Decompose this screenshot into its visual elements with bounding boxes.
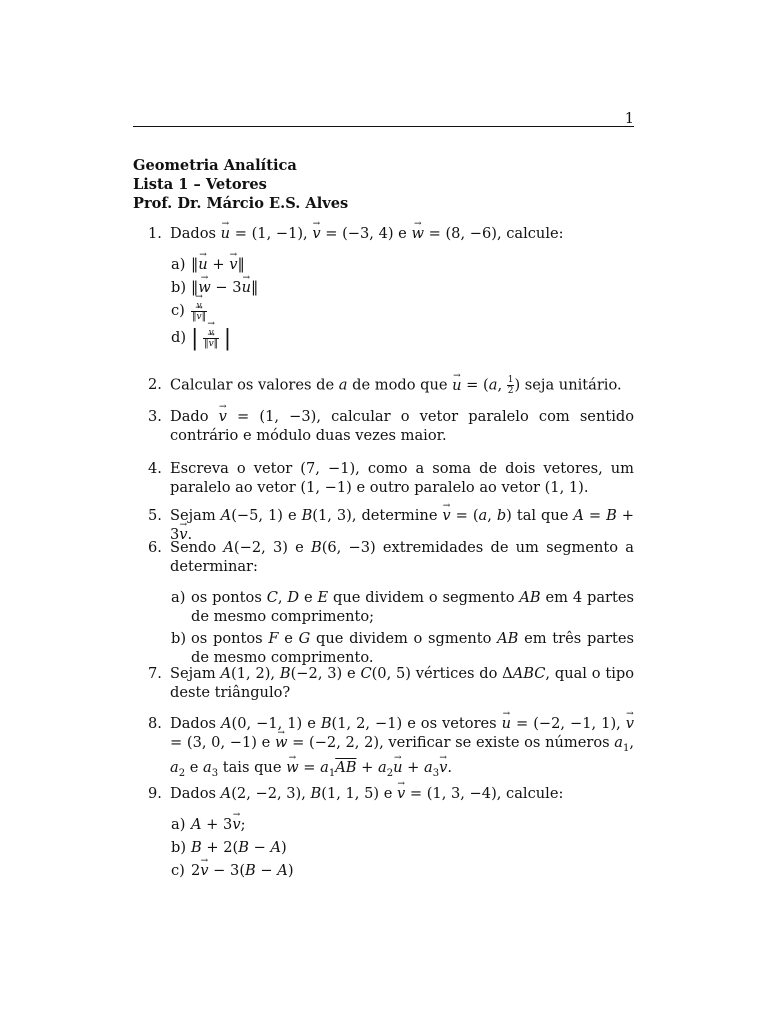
subitem <box>133 861 634 880</box>
subitem-text: A + 3→ v; <box>191 815 634 834</box>
course-title: Geometria Analítica <box>133 157 297 174</box>
exercise-7 <box>133 664 634 702</box>
exercise-text: Escreva o vetor (7, −1), como a soma de dois vetores, um paralelo ao vetor (1, −1) e outro paralelo ao vetor (1, 1). <box>170 460 634 496</box>
page-number: 1 <box>624 110 634 127</box>
exercise-8 <box>133 714 634 783</box>
exercise-6 <box>133 538 634 667</box>
subitem-text: → $\frac{v}{‖\to v‖}$ <box>191 301 634 322</box>
subitem <box>133 815 634 834</box>
exercise-number: 6. <box>148 539 162 556</box>
subitem-text: B + 2(B − A) <box>191 839 287 856</box>
subitem <box>133 328 634 349</box>
exercise-number: 1. <box>148 225 162 242</box>
subitem-text: ‖→ u + → v‖ <box>191 255 634 274</box>
list-title: Lista 1 – Vetores <box>133 176 267 193</box>
subitem-label: a) <box>171 816 186 833</box>
subitem-text: | → $\frac{v}{‖\to v‖}$ | <box>191 328 634 349</box>
exercise-9 <box>133 784 634 880</box>
subitem-text: os pontos F e G que dividem o sgmento AB em três partes de mesmo comprimento. <box>191 630 634 666</box>
exercise-number: 5. <box>148 507 162 524</box>
exercise-number: 3. <box>148 408 162 425</box>
subitem-label: c) <box>171 302 185 319</box>
exercise-1 <box>133 224 634 349</box>
exercise-number: 7. <box>148 665 162 682</box>
exercise-text: Dados → u = (1, −1), → v = (−3, 4) e → w = (8, −6), calcule: <box>170 224 634 243</box>
subitem-label: b) <box>171 839 187 856</box>
exercise-text: Dados A(2, −2, 3), B(1, 1, 5) e → v = (1, 3, −4), calcule: <box>170 784 634 803</box>
exercise-text: Sejam A(1, 2), B(−2, 3) e C(0, 5) vértices do ΔABC, qual o tipo deste triângulo? <box>170 665 634 701</box>
exercise-4 <box>133 459 634 497</box>
exercise-3 <box>133 407 634 445</box>
subitem-label: d) <box>171 329 187 346</box>
exercise-number: 4. <box>148 460 162 477</box>
professor-name: Prof. Dr. Márcio E.S. Alves <box>133 195 349 212</box>
subitem <box>133 278 634 297</box>
subitem-label: a) <box>171 256 186 273</box>
subitem <box>133 588 634 626</box>
exercise-text: Dados A(0, −1, 1) e B(1, 2, −1) e os vetores → u = (−2, −1, 1), → v = (3, 0, −1) e → w = (−2, 2, 2), verificar se existe os números $a_1$, $a_2$ e $a_3$ tais que → $w = a_1\overline{AB} + a_2\to u + a_3\to v$. <box>170 714 634 783</box>
header-rule <box>133 126 634 127</box>
exercise-text: Calcular os valores de a de modo que → u = (a, $\frac{1}{2}$ ) seja unitário. <box>170 375 634 396</box>
subitem <box>133 629 634 667</box>
exercise-number: 2. <box>148 376 162 393</box>
subitem-label: c) <box>171 862 185 879</box>
subitem-text: ‖→ w − 3→ u‖ <box>191 278 634 297</box>
subitem-label: b) <box>171 279 187 296</box>
exercise-number: 9. <box>148 785 162 802</box>
document-header <box>133 156 348 213</box>
subitem-label: b) <box>171 630 187 647</box>
exercise-number: 8. <box>148 715 162 732</box>
exercise-text: Sejam A(−5, 1) e B(1, 3), determine → v = (a, b) tal que A = B + 3→ v. <box>170 506 634 544</box>
subitem-text: os pontos C, D e E que dividem o segmento AB em 4 partes de mesmo comprimento; <box>191 589 634 625</box>
subitem-text: 2→ v − 3(B − A) <box>191 861 634 880</box>
exercise-2 <box>133 375 634 396</box>
subitem-label: a) <box>171 589 186 606</box>
exercise-text: Sendo A(−2, 3) e B(6, −3) extremidades de um segmento a determinar: <box>170 539 634 575</box>
exercise-text: Dado → v = (1, −3), calcular o vetor paralelo com sentido contrário e módulo duas vezes maior. <box>170 407 634 445</box>
